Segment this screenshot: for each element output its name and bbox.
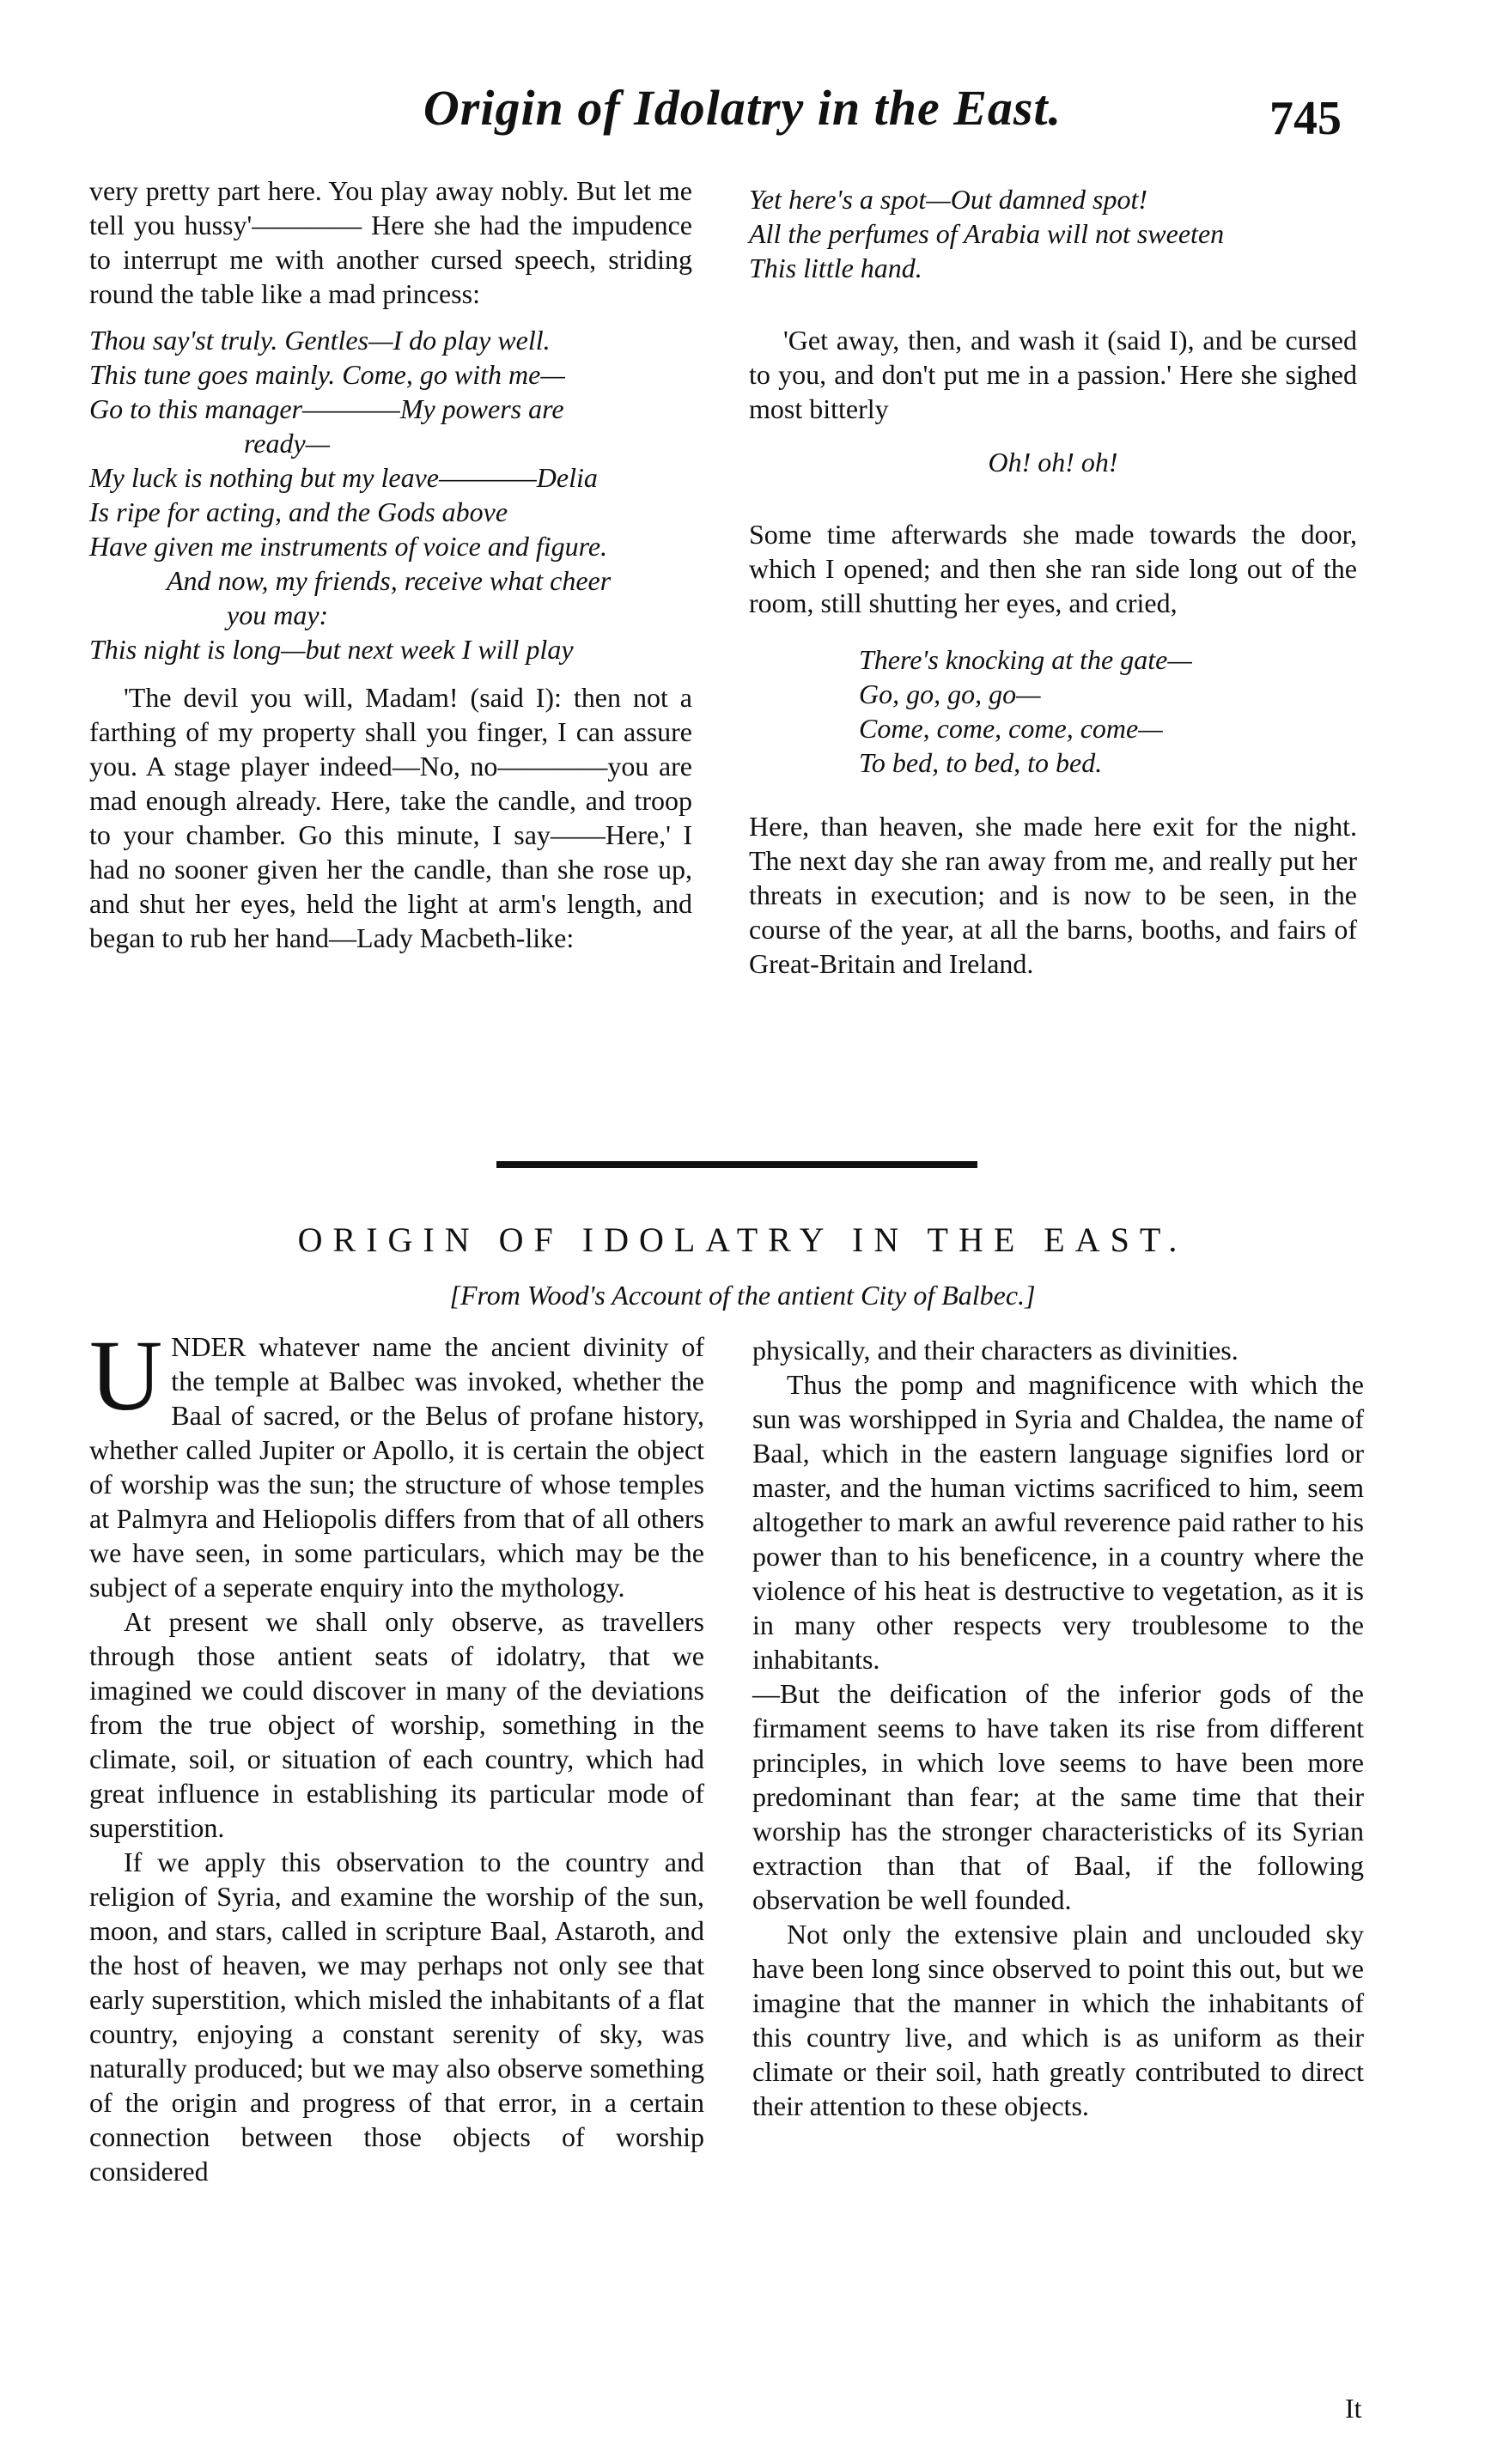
catchword: It xyxy=(1345,2393,1362,2424)
verse-line: you may: xyxy=(227,599,329,630)
verse-line: All the perfumes of Arabia will not sweeten xyxy=(749,218,1225,249)
top-right-verse xyxy=(749,182,1357,285)
top-right-paragraph-2: Some time afterwards she made towards the door, which I opened; and then she ran side long out of the room, still shutting her eyes, and cried, xyxy=(749,519,1357,618)
verse-line: This tune goes mainly. Come, go with me— xyxy=(89,359,565,390)
verse-line: There's knocking at the gate— xyxy=(859,644,1192,675)
section-divider xyxy=(496,1161,977,1168)
verse-line: ready— xyxy=(244,428,331,459)
running-title: Origin of Idolatry in the East. xyxy=(423,80,1062,136)
verse-line: Come, come, come, come— xyxy=(859,713,1163,744)
top-left-verse xyxy=(89,323,692,666)
verse-line: And now, my friends, receive what cheer xyxy=(167,565,612,596)
page-number: 745 xyxy=(1269,92,1342,145)
drop-cap: U xyxy=(89,1319,163,1432)
article-left-column xyxy=(89,1319,704,2188)
verse-line: To bed, to bed, to bed. xyxy=(859,747,1103,778)
top-right-paragraph-1: 'Get away, then, and wash it (said I), and be cursed to you, and don't put me in a passion.' Here she sighed most bitterly xyxy=(749,325,1357,424)
verse-line: This night is long—but next week I will play xyxy=(89,634,574,665)
verse-line: Have given me instruments of voice and figure. xyxy=(89,531,608,562)
article-left-paragraph-3: If we apply this observation to the country and religion of Syria, and examine the worship of the sun, moon, and stars, called in scripture Baal, Astaroth, and the host of heaven, we may perhaps not only see that early superstition, which misled the inhabitants of a flat country, enjoying a constant serenity of sky, was naturally produced; but we may also observe something of the origin and progress of that error, in a certain connection between those objects of worship considered xyxy=(89,1846,704,2187)
verse-line: Yet here's a spot—Out damned spot! xyxy=(749,184,1148,215)
article-title: ORIGIN OF IDOLATRY IN THE EAST. xyxy=(297,1220,1188,1259)
article-right-paragraph-3: —But the deification of the inferior gods of the firmament seems to have taken its rise from different principles, in which love seems to have been more predominant than fear; at the same time that their worship has the stronger characteristicks of its Syrian extraction than that of Baal, if the following observation be well founded. xyxy=(752,1678,1364,1915)
article-source: [From Wood's Account of the antient City of Balbec.] xyxy=(449,1280,1036,1311)
verse-line: Go, go, go, go— xyxy=(859,678,1041,709)
top-right-column xyxy=(749,182,1357,981)
verse-line: Is ripe for acting, and the Gods above xyxy=(89,496,508,527)
top-left-paragraph-1: very pretty part here. You play away nobly. But let me tell you hussy'———— Here she had the impudence to interrupt me with another cursed speech, striding round the table like a mad princess: xyxy=(89,175,692,309)
verse-line: My luck is nothing but my leave————Delia xyxy=(89,462,598,493)
drop-cap-text: NDER whatever name the ancient divinity of the temple at Balbec was invoked, whether the Baal of sacred, or the Belus of profane history, whether called Jupiter or Apollo, it is certain the object of worship was the sun; the structure of whose temples at Palmyra and Heliopolis differs from that of all others we have seen, in some particulars, which may be the subject of a seperate enquiry into the mythology. xyxy=(89,1331,704,1603)
top-left-column xyxy=(89,173,692,955)
article-right-paragraph-1: physically, and their characters as divinities. xyxy=(752,1335,1239,1366)
article-left-paragraph-1 xyxy=(89,1319,704,1604)
top-right-verse-2 xyxy=(749,642,1357,780)
article-right-paragraph-2: Thus the pomp and magnificence with which the sun was worshipped in Syria and Chaldea, the name of Baal, which in the eastern language signifies lord or master, and the human victims sacrificed to him, seem altogether to mark an awful reverence paid rather to his power than to his beneficence, in a country where the violence of his heat is destructive to vegetation, as it is in many other respects very troublesome to the inhabitants. xyxy=(752,1369,1364,1675)
article-left-paragraph-2: At present we shall only observe, as travellers through those antient seats of idolatry, that we imagined we could discover in many of the deviations from the true object of worship, something in the climate, soil, or situation of each country, which had great influence in establishing its particular mode of superstition. xyxy=(89,1606,704,1843)
top-left-paragraph-2: 'The devil you will, Madam! (said I): then not a farthing of my property shall you finger, I can assure you. A stage player indeed—No, no————you are mad enough already. Here, take the candle, and troop to your chamber. Go this minute, I say——Here,' I had no sooner given her the candle, than she rose up, and shut her eyes, held the light at arm's length, and began to rub her hand—Lady Macbeth-like: xyxy=(89,682,692,953)
article-right-column xyxy=(752,1333,1364,2123)
article-right-paragraph-4: Not only the extensive plain and unclouded sky have been long since observed to point this out, but we imagine that the manner in which the inhabitants of this country live, and which is as uniform as their climate or their soil, hath greatly contributed to direct their attention to these objects. xyxy=(752,1919,1364,2121)
top-right-paragraph-3: Here, than heaven, she made here exit for the night. The next day she ran away from me, and really put her threats in execution; and is now to be seen, in the course of the year, at all the barns, booths, and fairs of Great-Britain and Ireland. xyxy=(749,811,1357,979)
verse-line: Go to this manager————My powers are xyxy=(89,393,564,424)
verse-line: Thou say'st truly. Gentles—I do play well. xyxy=(89,325,551,356)
exclamation: Oh! oh! oh! xyxy=(988,447,1118,478)
verse-line: This little hand. xyxy=(749,252,922,283)
